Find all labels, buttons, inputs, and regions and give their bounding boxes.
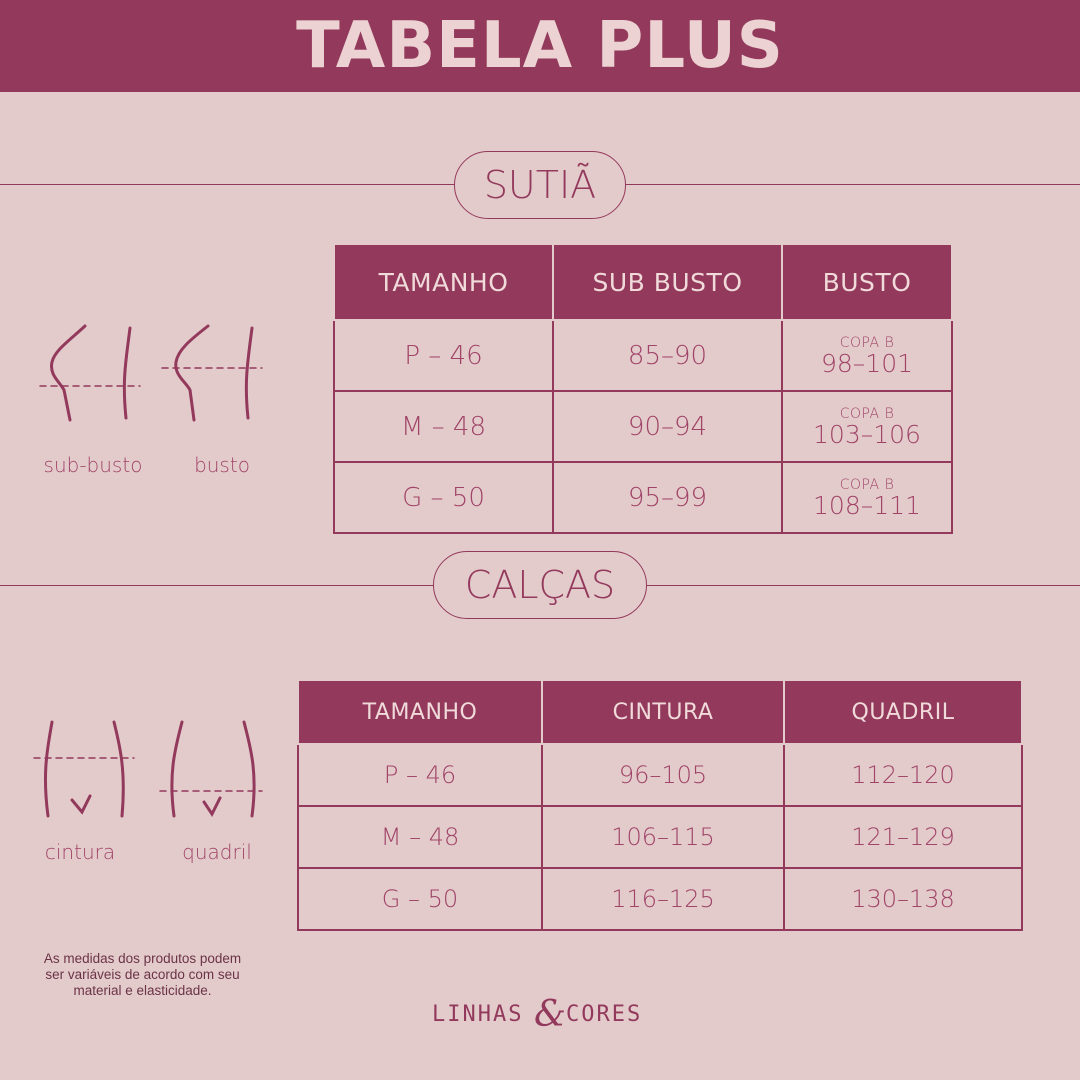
cintura-cell: 96–105 [542, 744, 784, 806]
table-row [298, 868, 1022, 930]
brand-logo-ampersand: & [534, 994, 567, 1034]
quadril-cell: 112–120 [784, 744, 1022, 806]
section-title-calcas: CALÇAS [433, 551, 647, 619]
brand-logo [430, 990, 660, 1034]
table-header-row [334, 244, 952, 320]
pants-size-table [297, 679, 1023, 931]
cup-label: COPA B [839, 405, 895, 422]
bra-measure-illustrations [30, 320, 280, 430]
header-busto: BUSTO [782, 244, 952, 320]
icon-label-sub-busto: sub-busto [43, 453, 143, 477]
header-sub-busto: SUB BUSTO [553, 244, 782, 320]
table-row [298, 744, 1022, 806]
measurement-note: As medidas dos produtos podem ser variáveis de acordo com seu material e elasticidade. [43, 951, 242, 998]
sub-busto-icon [40, 326, 140, 420]
busto-icon [162, 326, 262, 420]
table-row [298, 806, 1022, 868]
sub-busto-cell: 95–99 [553, 462, 782, 533]
size-cell: P – 46 [334, 320, 553, 391]
icon-label-quadril: quadril [182, 840, 252, 864]
page-title: TABELA PLUS [296, 9, 784, 83]
size-cell: G – 50 [334, 462, 553, 533]
sub-busto-cell: 85–90 [553, 320, 782, 391]
busto-cell [782, 462, 952, 533]
busto-value: 108–111 [813, 490, 921, 520]
size-cell: P – 46 [298, 744, 542, 806]
quadril-cell: 130–138 [784, 868, 1022, 930]
brand-logo-right: CORES [566, 1002, 643, 1027]
cintura-icon [34, 722, 134, 816]
header-tamanho: TAMANHO [298, 680, 542, 744]
cintura-cell: 106–115 [542, 806, 784, 868]
quadril-cell: 121–129 [784, 806, 1022, 868]
table-row [334, 391, 952, 462]
size-cell: G – 50 [298, 868, 542, 930]
brand-logo-left: LINHAS [432, 1002, 524, 1027]
cintura-cell: 116–125 [542, 868, 784, 930]
busto-value: 103–106 [813, 419, 921, 449]
busto-value: 98–101 [820, 348, 914, 378]
sub-busto-cell: 90–94 [553, 391, 782, 462]
quadril-icon [160, 722, 262, 816]
busto-cell [782, 320, 952, 391]
header-tamanho: TAMANHO [334, 244, 553, 320]
cup-label: COPA B [839, 334, 895, 351]
table-row [334, 462, 952, 533]
table-row [334, 320, 952, 391]
size-cell: M – 48 [298, 806, 542, 868]
section-title-sutia: SUTIÃ [454, 151, 626, 219]
title-bar [0, 0, 1080, 92]
cup-label: COPA B [839, 476, 895, 493]
icon-label-busto: busto [194, 453, 250, 477]
table-header-row [298, 680, 1022, 744]
header-cintura: CINTURA [542, 680, 784, 744]
icon-label-cintura: cintura [44, 840, 116, 864]
size-cell: M – 48 [334, 391, 553, 462]
header-quadril: QUADRIL [784, 680, 1022, 744]
busto-cell [782, 391, 952, 462]
pants-measure-illustrations [30, 716, 270, 826]
bra-size-table [333, 243, 953, 534]
